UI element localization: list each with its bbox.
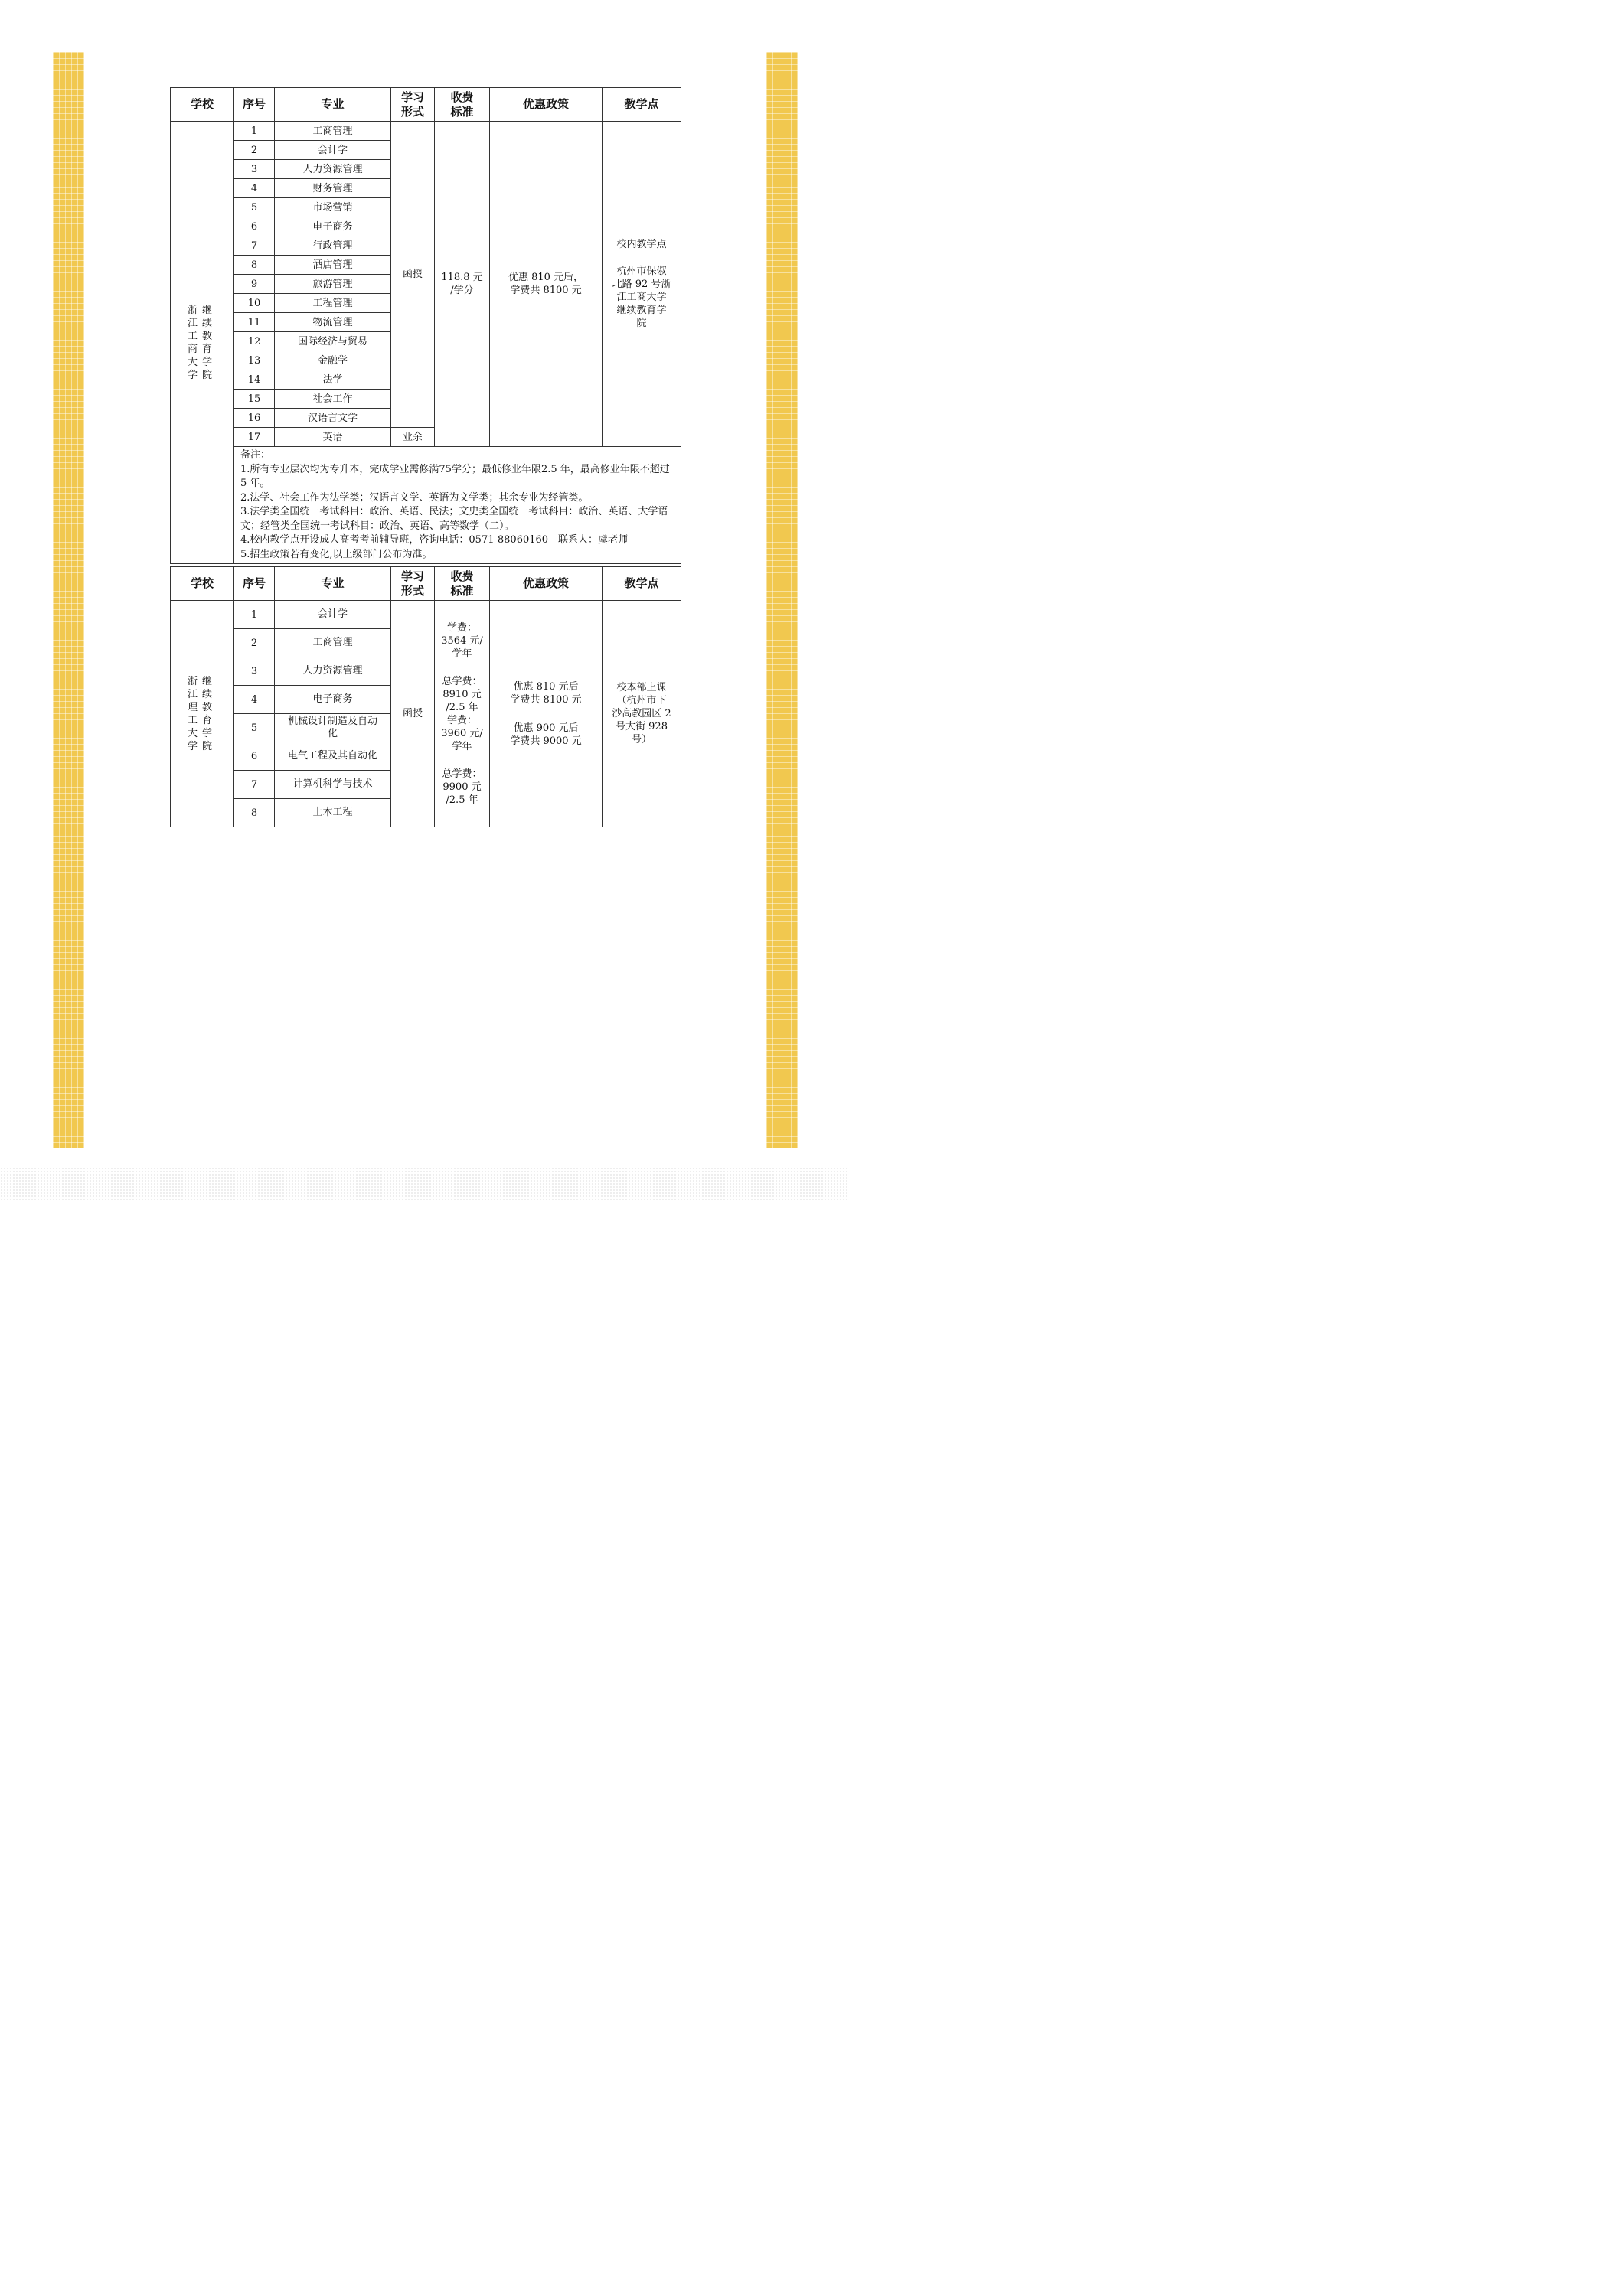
major-name: 法学 <box>275 370 391 390</box>
major-name: 人力资源管理 <box>275 657 391 686</box>
row-number: 15 <box>234 390 275 409</box>
major-name: 计算机科学与技术 <box>275 771 391 799</box>
fee-standard <box>435 601 490 827</box>
row-number: 12 <box>234 332 275 351</box>
row-number: 7 <box>234 771 275 799</box>
school-name-column: 继续教育学院 <box>202 675 217 752</box>
header-major: 专业 <box>275 567 391 601</box>
header-teaching-site: 教学点 <box>603 567 681 601</box>
major-name: 电子商务 <box>275 686 391 714</box>
major-name: 国际经济与贸易 <box>275 332 391 351</box>
discount-policy <box>490 601 603 827</box>
zstu-admissions-table <box>170 566 681 827</box>
row-number: 4 <box>234 179 275 198</box>
row-number: 5 <box>234 714 275 742</box>
header-number: 序号 <box>234 567 275 601</box>
header-study-form: 学习 形式 <box>391 567 435 601</box>
row-number: 11 <box>234 313 275 332</box>
row-number: 8 <box>234 799 275 827</box>
major-name: 工程管理 <box>275 294 391 313</box>
note-line: 1.所有专业层次均为专升本，完成学业需修满75学分；最低修业年限2.5 年，最高修业年限不超过5 年。 <box>240 463 670 489</box>
study-form: 函授 <box>391 601 435 827</box>
note-line: 4.校内教学点开设成人高考考前辅导班，咨询电话：0571-88060160 联系人：虞老师 <box>240 534 629 546</box>
note-line: 5.招生政策若有变化,以上级部门公布为准。 <box>240 548 433 560</box>
discount-a: 优惠 810 元后 学费共 8100 元 <box>510 680 582 706</box>
row-number: 16 <box>234 409 275 428</box>
major-name: 酒店管理 <box>275 256 391 275</box>
header-major: 专业 <box>275 88 391 122</box>
study-form: 业余 <box>391 428 435 447</box>
discount-policy: 优惠 810 元后， 学费共 8100 元 <box>490 122 603 447</box>
major-name: 金融学 <box>275 351 391 370</box>
teaching-site: 校本部上课 （杭州市下 沙高教园区 2 号大街 928 号） <box>603 601 681 827</box>
row-number: 7 <box>234 236 275 256</box>
header-teaching-site: 教学点 <box>603 88 681 122</box>
notes-cell <box>234 447 681 564</box>
table-row <box>171 122 681 141</box>
fee-standard: 118.8 元 /学分 <box>435 122 490 447</box>
school-name-column: 浙江理工大学 <box>188 675 203 752</box>
header-number: 序号 <box>234 88 275 122</box>
major-name: 人力资源管理 <box>275 160 391 179</box>
study-form: 函授 <box>391 122 435 428</box>
row-number: 4 <box>234 686 275 714</box>
row-number: 9 <box>234 275 275 294</box>
school-name-column: 浙江工商大学 <box>188 304 203 381</box>
note-line: 2.法学、社会工作为法学类；汉语言文学、英语为文学类；其余专业为经管类。 <box>240 491 589 504</box>
header-school: 学校 <box>171 88 234 122</box>
header-row <box>171 567 681 601</box>
note-line: 备注： <box>240 449 271 461</box>
school-cell <box>171 122 234 564</box>
header-discount-policy: 优惠政策 <box>490 567 603 601</box>
major-name: 社会工作 <box>275 390 391 409</box>
header-fee-standard: 收费 标准 <box>435 567 490 601</box>
major-name: 行政管理 <box>275 236 391 256</box>
major-name: 旅游管理 <box>275 275 391 294</box>
row-number: 10 <box>234 294 275 313</box>
row-number: 1 <box>234 601 275 629</box>
school-name-column: 继续教育学院 <box>202 304 217 381</box>
fee-tuition-b: 学费： 3960 元/ 学年 <box>441 714 483 752</box>
row-number: 2 <box>234 629 275 657</box>
teaching-site-title: 校内教学点 <box>616 239 667 250</box>
row-number: 3 <box>234 657 275 686</box>
major-name: 汉语言文学 <box>275 409 391 428</box>
major-name: 工商管理 <box>275 629 391 657</box>
row-number: 6 <box>234 742 275 771</box>
row-number: 17 <box>234 428 275 447</box>
header-fee-standard: 收费 标准 <box>435 88 490 122</box>
right-decorative-strip <box>766 52 798 1148</box>
zjgsu-admissions-table <box>170 87 681 564</box>
fee-total-a: 总学费： 8910 元 /2.5 年 <box>442 675 482 713</box>
major-name: 土木工程 <box>275 799 391 827</box>
fee-total-b: 总学费： 9900 元 /2.5 年 <box>442 768 482 806</box>
row-number: 14 <box>234 370 275 390</box>
major-name: 财务管理 <box>275 179 391 198</box>
discount-b: 优惠 900 元后 学费共 9000 元 <box>510 722 582 747</box>
left-decorative-strip <box>53 52 84 1148</box>
row-number: 3 <box>234 160 275 179</box>
row-number: 8 <box>234 256 275 275</box>
teaching-site <box>603 122 681 447</box>
bottom-dotted-band <box>0 1167 849 1200</box>
table-row <box>171 601 681 629</box>
major-name: 工商管理 <box>275 122 391 141</box>
major-name: 市场营销 <box>275 198 391 217</box>
header-study-form: 学习 形式 <box>391 88 435 122</box>
row-number: 1 <box>234 122 275 141</box>
major-name: 电子商务 <box>275 217 391 236</box>
teaching-site-address: 杭州市保俶 北路 92 号浙 江工商大学 继续教育学 院 <box>612 266 671 329</box>
header-row <box>171 88 681 122</box>
major-name: 英语 <box>275 428 391 447</box>
major-name: 物流管理 <box>275 313 391 332</box>
major-name: 会计学 <box>275 141 391 160</box>
major-name: 会计学 <box>275 601 391 629</box>
notes-row <box>171 447 681 564</box>
school-cell <box>171 601 234 827</box>
major-name: 机械设计制造及自动 化 <box>275 714 391 742</box>
major-name: 电气工程及其自动化 <box>275 742 391 771</box>
row-number: 2 <box>234 141 275 160</box>
header-discount-policy: 优惠政策 <box>490 88 603 122</box>
row-number: 5 <box>234 198 275 217</box>
fee-tuition-a: 学费： 3564 元/ 学年 <box>441 621 483 660</box>
row-number: 6 <box>234 217 275 236</box>
header-school: 学校 <box>171 567 234 601</box>
row-number: 13 <box>234 351 275 370</box>
note-line: 3.法学类全国统一考试科目：政治、英语、民法；文史类全国统一考试科目：政治、英语、大学语文；经管类全国统一考试科目：政治、英语、高等数学（二）。 <box>240 506 668 532</box>
